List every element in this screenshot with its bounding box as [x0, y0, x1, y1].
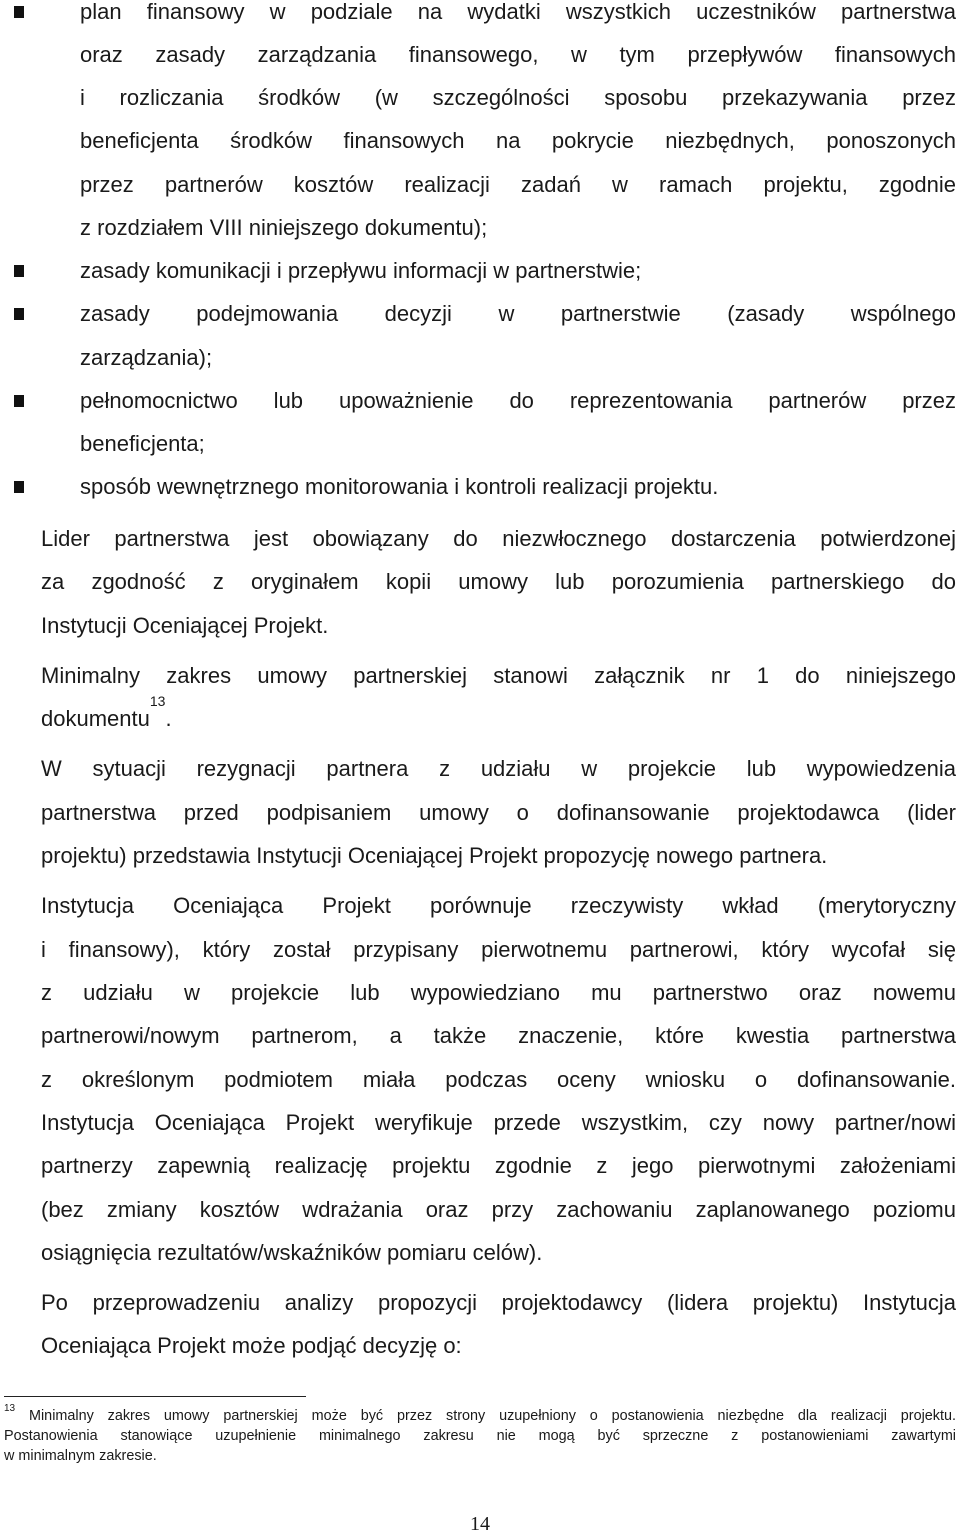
paragraph-line: Instytucja Oceniająca Projekt weryfikuje przede wszystkim, czy nowy partner/nowi: [41, 1110, 956, 1135]
paragraph-line: Po przeprowadzeniu analizy propozycji projektodawcy (lidera projektu) Instytucja: [41, 1290, 956, 1315]
paragraph-line: Instytucji Oceniającej Projekt.: [41, 613, 329, 638]
bullet-text-line: zasady komunikacji i przepływu informacji w partnerstwie;: [80, 258, 642, 283]
bullet-marker: [14, 308, 24, 320]
paragraph-line: za zgodność z oryginałem kopii umowy lub porozumienia partnerskiego do: [41, 569, 956, 594]
paragraph-line: partnerstwa przed podpisaniem umowy o dofinansowanie projektodawca (lider: [41, 800, 956, 825]
footnote-separator: [4, 1396, 306, 1397]
bullet-text-line: zasady podejmowania decyzji w partnerstwie (zasady wspólnego: [80, 301, 956, 326]
paragraph-text: dokumentu: [41, 706, 150, 731]
paragraph-line: partnerzy zapewnią realizację projektu zgodnie z jego pierwotnymi założeniami: [41, 1153, 956, 1178]
paragraph-line: Minimalny zakres umowy partnerskiej stanowi załącznik nr 1 do niniejszego: [41, 663, 956, 688]
bullet-text-line: pełnomocnictwo lub upoważnienie do reprezentowania partnerów przez: [80, 388, 956, 413]
paragraph-line: i finansowy), który został przypisany pierwotnemu partnerowi, który wycofał się: [41, 937, 956, 962]
paragraph-line: Oceniająca Projekt może podjąć decyzję o:: [41, 1333, 462, 1358]
footnote-number: 13: [4, 1403, 16, 1414]
footnote-line: [4, 1403, 956, 1426]
bullet-marker: [14, 395, 24, 407]
paragraph-line: z udziału w projekcie lub wypowiedziano mu partnerstwo oraz nowemu: [41, 980, 956, 1005]
paragraph-line: partnerowi/nowym partnerom, a także znaczenie, które kwestia partnerstwa: [41, 1023, 956, 1048]
bullet-text-line: beneficjenta środków finansowych na pokrycie niezbędnych, ponoszonych: [80, 128, 956, 153]
paragraph-line: [41, 693, 956, 741]
paragraph-line: W sytuacji rezygnacji partnera z udziału w projekcie lub wypowiedzenia: [41, 756, 956, 781]
bullet-text-line: i rozliczania środków (w szczególności sposobu przekazywania przez: [80, 85, 956, 110]
bullet-text-line: z rozdziałem VIII niniejszego dokumentu);: [80, 215, 488, 240]
paragraph-line: osiągnięcia rezultatów/wskaźników pomiaru celów).: [41, 1240, 543, 1265]
page-number: 14: [470, 1513, 490, 1535]
bullet-marker: [14, 6, 24, 18]
paragraph-line: z określonym podmiotem miała podczas oceny wniosku o dofinansowanie.: [41, 1067, 956, 1092]
paragraph-line: projektu) przedstawia Instytucji Oceniającej Projekt propozycję nowego partnera.: [41, 843, 828, 868]
footnote-reference[interactable]: 13: [149, 693, 166, 709]
bullet-text-line: beneficjenta;: [80, 431, 205, 456]
bullet-text-line: przez partnerów kosztów realizacji zadań w ramach projektu, zgodnie: [80, 172, 956, 197]
paragraph-line: (bez zmiany kosztów wdrażania oraz przy zachowaniu zaplanowanego poziomu: [41, 1197, 956, 1222]
footnote-line: w minimalnym zakresie.: [4, 1448, 157, 1464]
bullet-text-line: zarządzania);: [80, 345, 213, 370]
bullet-text-line: plan finansowy w podziale na wydatki wszystkich uczestników partnerstwa: [80, 0, 956, 24]
bullet-text-line: sposób wewnętrznego monitorowania i kontroli realizacji projektu.: [80, 474, 719, 499]
bullet-text-line: oraz zasady zarządzania finansowego, w tym przepływów finansowych: [80, 42, 956, 67]
bullet-marker: [14, 265, 24, 277]
bullet-marker: [14, 481, 24, 493]
paragraph-text: .: [165, 706, 172, 731]
footnote-text: Minimalny zakres umowy partnerskiej może być przez strony uzupełniony o postanowienia niezbędne dla realizacji projektu.: [15, 1408, 956, 1424]
paragraph-line: Lider partnerstwa jest obowiązany do niezwłocznego dostarczenia potwierdzonej: [41, 526, 956, 551]
footnote-line: Postanowienia stanowiące uzupełnienie minimalnego zakresu nie mogą być sprzeczne z postanowieniami zawartymi: [4, 1428, 956, 1444]
paragraph-line: Instytucja Oceniająca Projekt porównuje rzeczywisty wkład (merytoryczny: [41, 893, 956, 918]
